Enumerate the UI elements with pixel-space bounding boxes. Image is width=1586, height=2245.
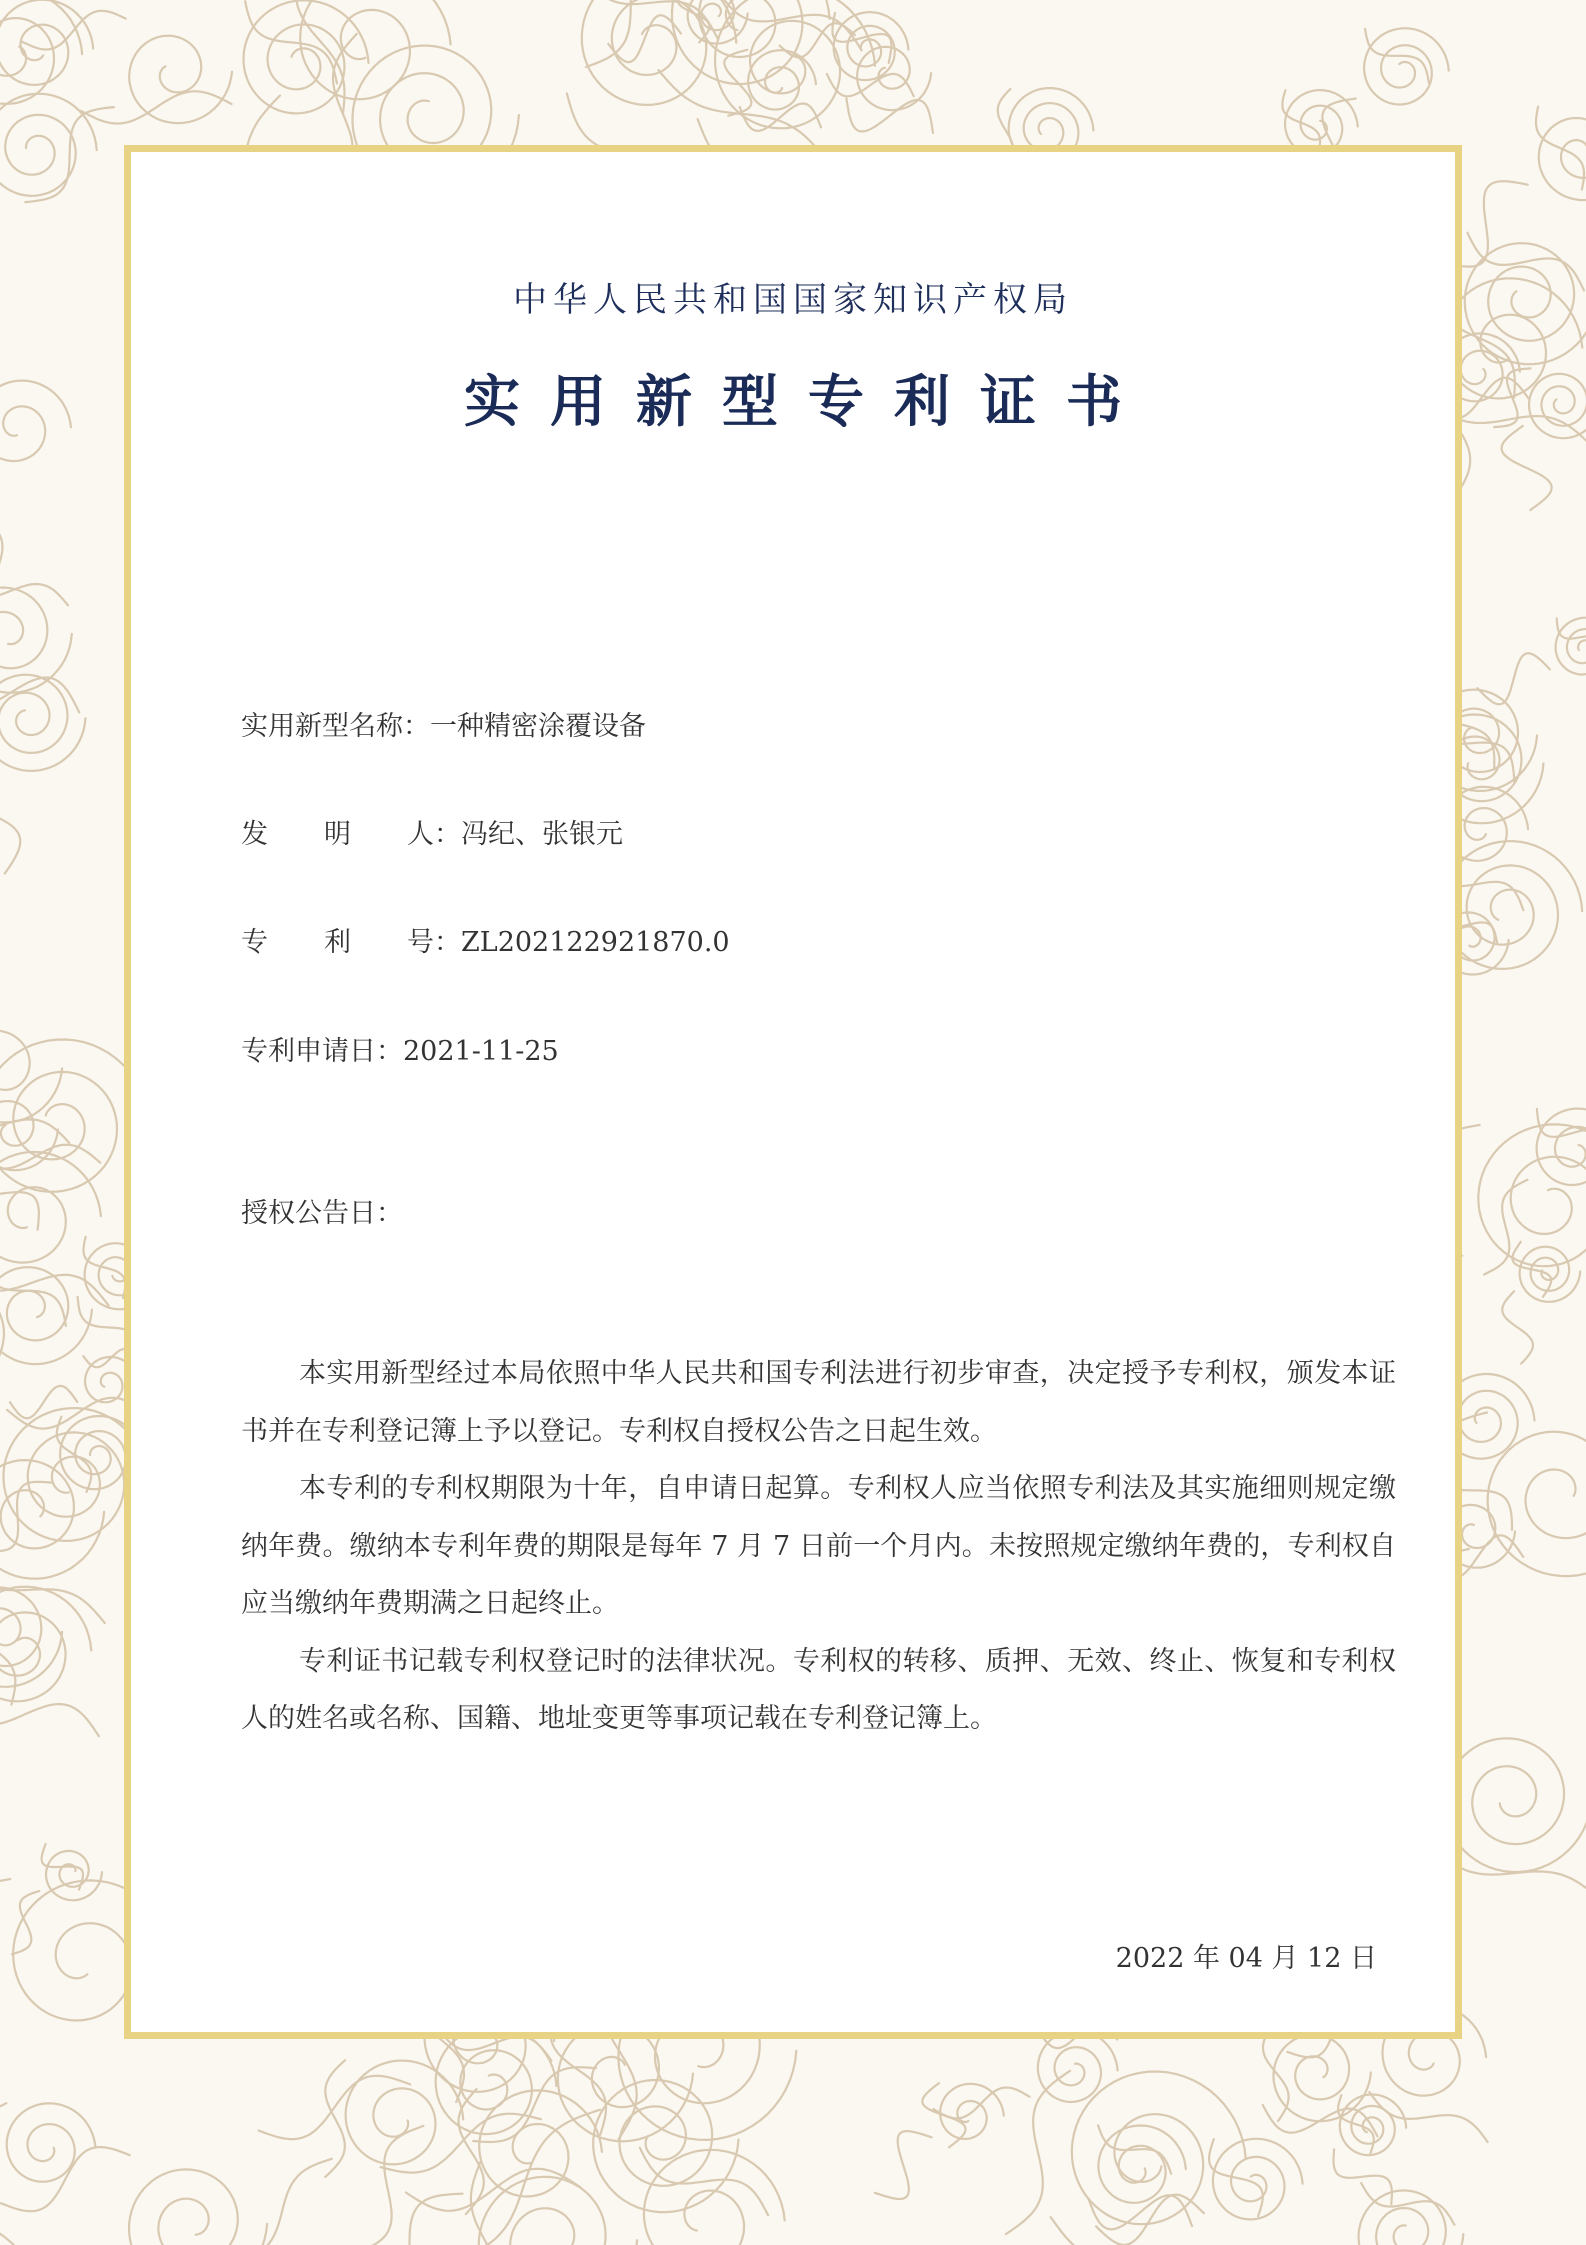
certificate-frame	[124, 145, 1462, 2039]
certificate-title: 实用新型专利证书	[464, 370, 1152, 435]
issue-date: 2022 年 04 月 12 日	[1115, 1943, 1377, 1974]
field-patent-number: 专 利 号 ：ZL202122921870.0	[241, 920, 730, 959]
utility-model-name-label: 实用新型名称：	[241, 711, 430, 742]
certificate-body	[241, 1345, 1396, 1748]
field-inventor: 发 明 人 ：冯纪、张银元	[241, 812, 623, 851]
body-paragraph: 本专利的专利权期限为十年，自申请日起算。专利权人应当依照专利法及其实施细则规定缴纳年费。缴纳本专利年费的期限是每年 7 月 7 日前一个月内。未按照规定缴纳年费的，专利权自应当缴纳年费期满之日起终止。	[241, 1473, 1396, 1619]
inventor-value: 冯纪、张银元	[461, 819, 623, 850]
utility-model-name-value: 一种精密涂覆设备	[430, 711, 646, 742]
filing-date-label: 专利申请日：	[241, 1036, 403, 1067]
patent-number-label: 专 利 号	[241, 927, 434, 958]
inventor-label: 发 明 人	[241, 819, 434, 850]
grant-date-label: 授权公告日：	[241, 1198, 403, 1229]
field-utility-model-name	[241, 704, 646, 743]
body-paragraph: 本实用新型经过本局依照中华人民共和国专利法进行初步审查，决定授予专利权，颁发本证书并在专利登记簿上予以登记。专利权自授权公告之日起生效。	[241, 1358, 1396, 1447]
patent-number-value: ZL202122921870.0	[461, 927, 730, 958]
field-grant-date	[241, 1191, 403, 1230]
issuer-name: 中华人民共和国国家知识产权局	[513, 280, 1073, 320]
filing-date-value: 2021-11-25	[403, 1036, 559, 1067]
body-paragraph: 专利证书记载专利权登记时的法律状况。专利权的转移、质押、无效、终止、恢复和专利权人的姓名或名称、国籍、地址变更等事项记载在专利登记簿上。	[241, 1645, 1396, 1734]
field-filing-date	[241, 1029, 559, 1068]
